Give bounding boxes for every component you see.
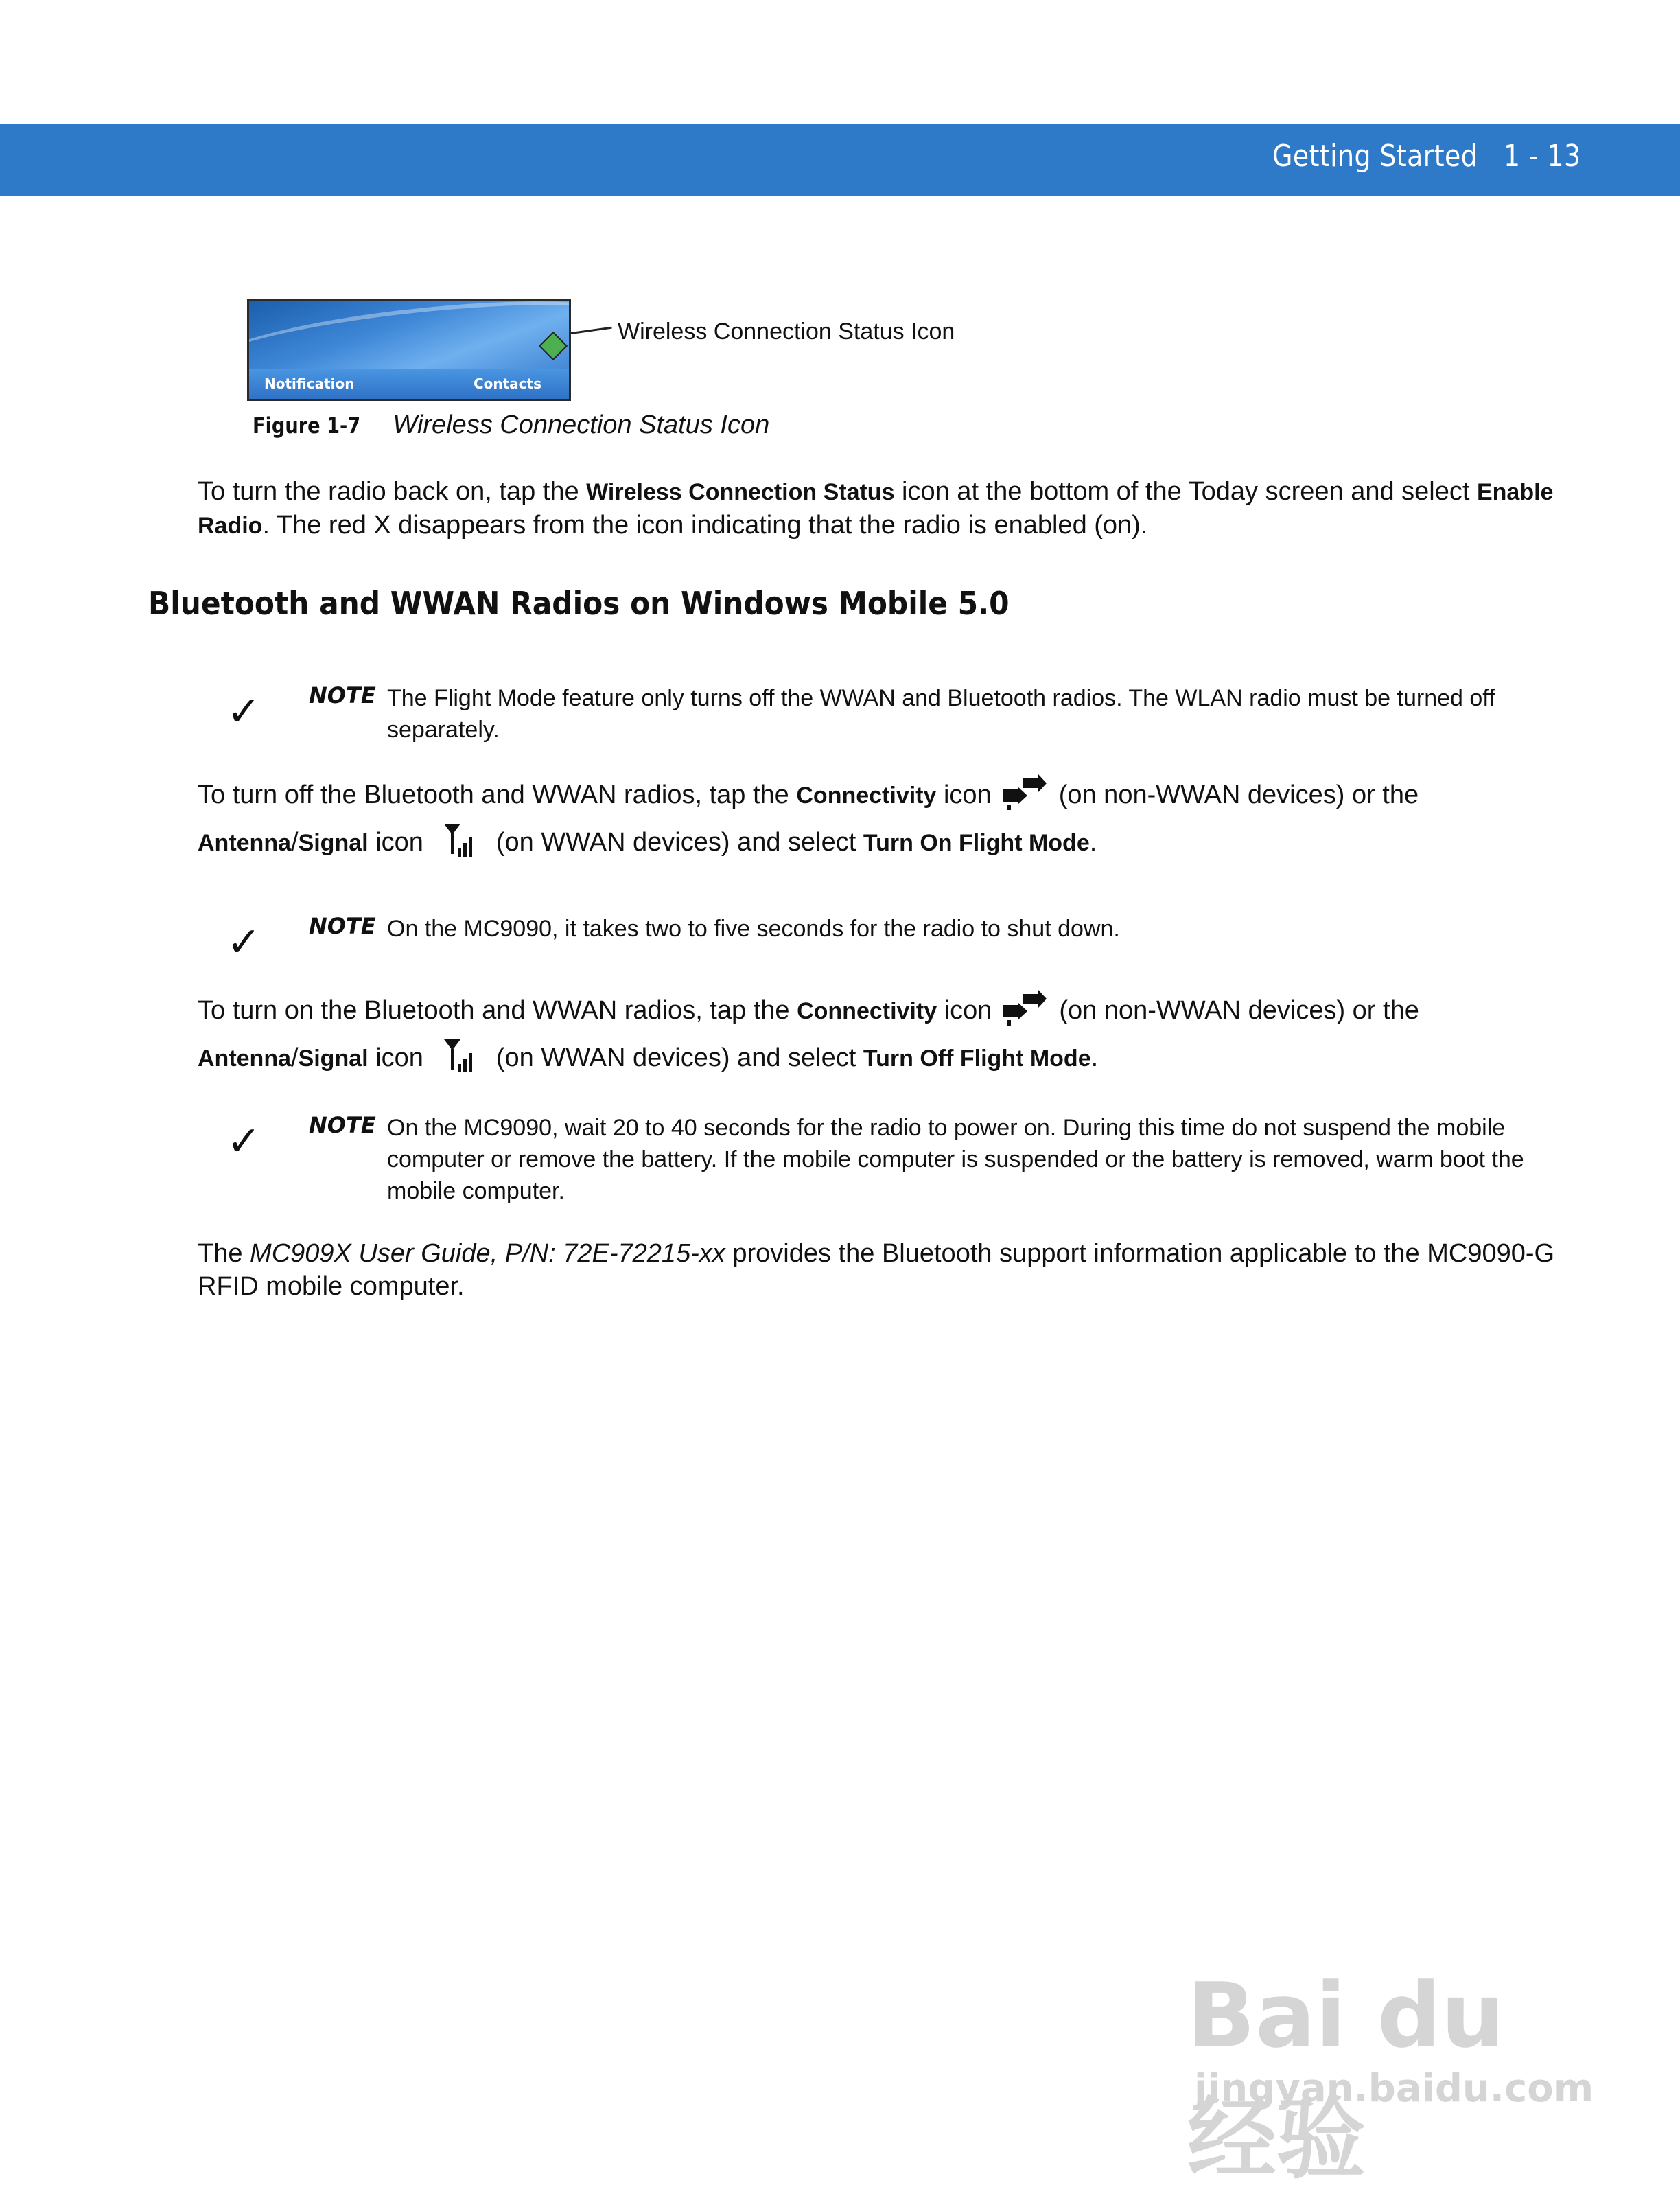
note-flight-mode (226, 682, 1530, 751)
paragraph-turn-off: To turn off the Bluetooth and WWAN radios, tap the Connectivity icon (on non-WWAN devices) or the Antenna/Signal icon (on WWAN devices) and select Turn On Flight Mode. (198, 772, 1556, 866)
note-text: The Flight Mode feature only turns off the WWAN and Bluetooth radios. The WLAN radio must be turned off separately. (387, 685, 1495, 743)
section-title: Getting Started (1272, 139, 1478, 174)
checkmark-icon: ✓ (226, 688, 261, 736)
contacts-softkey: Contacts (473, 375, 541, 392)
note-label: NOTE (309, 1112, 376, 1138)
antenna-signal-icon (443, 1037, 477, 1082)
note-label: NOTE (309, 913, 376, 939)
figure-caption (253, 411, 769, 440)
checkmark-icon: ✓ (226, 918, 261, 967)
figure-number: Figure 1-7 (253, 413, 361, 439)
today-screen-screenshot (247, 299, 571, 401)
watermark-brand: Bai du 经验 (1187, 1963, 1505, 2191)
note-label: NOTE (309, 682, 376, 708)
callout-line (571, 327, 612, 334)
running-header (1273, 139, 1581, 174)
note-power-on (226, 1112, 1530, 1215)
note-shutdown (226, 913, 1530, 967)
checkmark-icon: ✓ (226, 1118, 261, 1166)
note-text: On the MC9090, it takes two to five seconds for the radio to shut down. (387, 916, 1120, 942)
paragraph-turn-on: To turn on the Bluetooth and WWAN radios, tap the Connectivity icon (on non-WWAN devices) or the Antenna/Signal icon (on WWAN devices) and select Turn Off Flight Mode. (198, 987, 1556, 1082)
paragraph-radio-on: To turn the radio back on, tap the Wireless Connection Status icon at the bottom of the Today screen and select Enable Radio. The red X disappears from the icon indicating that the radio is enabled (on). (198, 477, 1554, 540)
connectivity-icon (1001, 772, 1049, 821)
note-text: On the MC9090, wait 20 to 40 seconds for the radio to power on. During this time do not suspend the mobile computer or remove the battery. If the mobile computer is suspended or the battery is removed, warm boot the mobile computer. (387, 1115, 1524, 1204)
baidu-watermark (1180, 1908, 1594, 2191)
notification-softkey: Notification (264, 375, 355, 392)
section-heading: Bluetooth and WWAN Radios on Windows Mobile 5.0 (148, 585, 1010, 622)
paragraph-user-guide: The MC909X User Guide, P/N: 72E-72215-xx provides the Bluetooth support information applicable to the MC9090-G RFID mobile computer. (198, 1239, 1555, 1301)
watermark-url: jingyan.baidu.com (1194, 2066, 1594, 2111)
connectivity-icon (1001, 987, 1049, 1037)
figure-callout: Wireless Connection Status Icon (618, 319, 955, 345)
antenna-signal-icon (443, 821, 477, 866)
page-number: 1 - 13 (1504, 139, 1581, 174)
figure-title: Wireless Connection Status Icon (393, 411, 770, 439)
